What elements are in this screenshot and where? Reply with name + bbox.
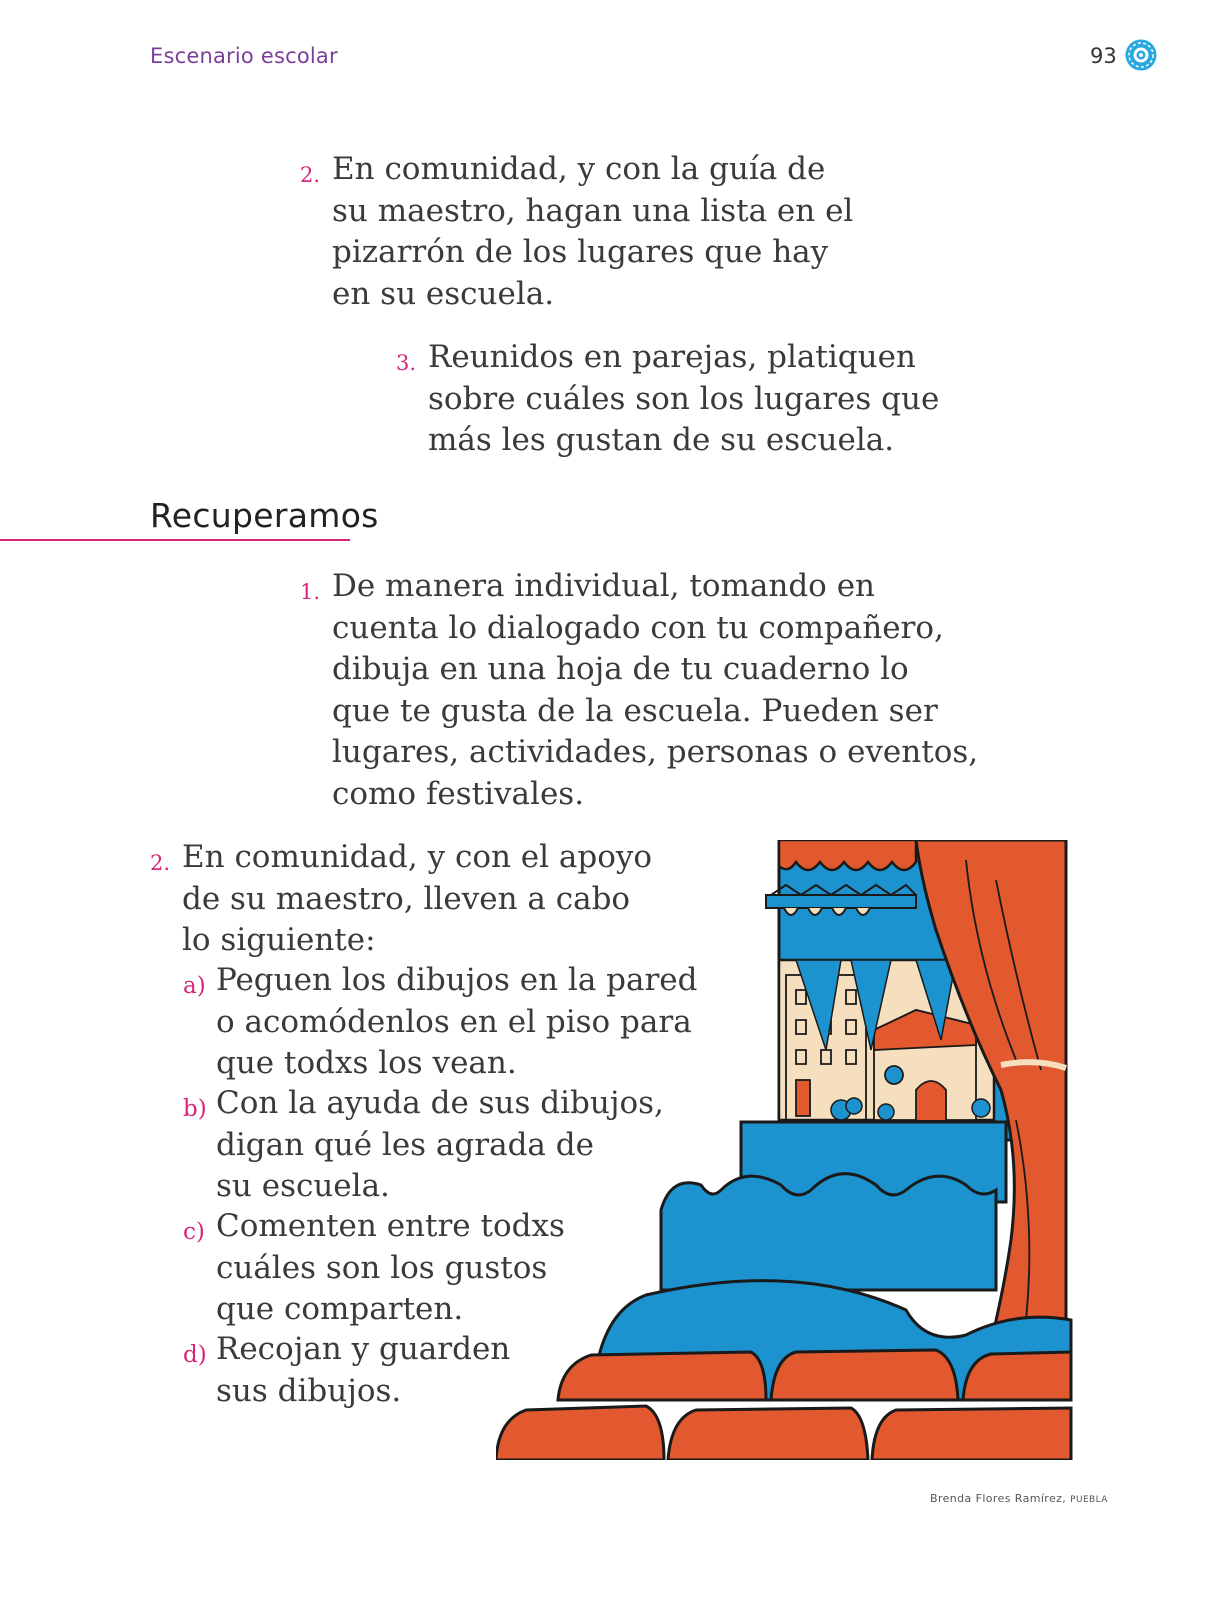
step-number: 1.: [300, 580, 321, 604]
step-1-recover: [300, 566, 979, 815]
step-text-line: cuenta lo dialogado con tu compañero,: [332, 609, 944, 646]
running-head: Escenario escolar: [150, 44, 338, 68]
subitem-text-line: Con la ayuda de sus dibujos,: [216, 1085, 664, 1121]
subitem-letter: d): [183, 1342, 207, 1368]
subitem-text-line: cuáles son los gustos: [216, 1249, 548, 1286]
theater-stage-illustration: [496, 840, 1090, 1460]
illustration-credit: [930, 1492, 1108, 1505]
page-number: 93: [1090, 44, 1117, 68]
step-text-line: sobre cuáles son los lugares que: [428, 380, 940, 417]
step-text-line: más les gustan de su escuela.: [428, 422, 895, 458]
step-number: 2.: [300, 163, 321, 187]
subitem-text-line: su escuela.: [216, 1168, 390, 1204]
subitem-text-line: sus dibujos.: [216, 1372, 402, 1409]
subitem-text-line: o acomódenlos en el piso para: [216, 1003, 692, 1040]
subitem-text-line: que comparten.: [216, 1291, 464, 1327]
step-text-line: en su escuela.: [332, 275, 555, 312]
step-text-line: que te gusta de la escuela. Pueden ser: [332, 692, 938, 729]
section-underline: [0, 539, 350, 541]
step-text-line: su maestro, hagan una lista en el: [332, 192, 854, 229]
credit-place: PUEBLA: [1070, 1495, 1108, 1505]
gear-flower-icon: [1124, 38, 1158, 72]
subitem-text-line: Comenten entre todxs: [216, 1208, 565, 1244]
credit-author: Brenda Flores Ramírez,: [930, 1492, 1067, 1505]
step-text-line: dibuja en una hoja de tu cuaderno lo: [332, 651, 909, 687]
subitem-text-line: que todxs los vean.: [216, 1045, 517, 1081]
step-number: 3.: [396, 351, 417, 375]
seat-row-upper: [661, 1174, 996, 1290]
step-text-line: lo siguiente:: [182, 922, 376, 958]
step-text-line: Reunidos en parejas, platiquen: [428, 339, 916, 375]
subitem-letter: a): [183, 973, 206, 999]
step-3-top: [396, 337, 940, 462]
step-text-line: De manera individual, tomando en: [332, 568, 876, 604]
section-title: Recuperamos: [150, 496, 379, 535]
subitem-d: [183, 1329, 511, 1412]
subitem-letter: b): [183, 1096, 207, 1122]
red-seats: [496, 1350, 1071, 1460]
step-number: 2.: [150, 851, 171, 875]
step-text-line: En comunidad, y con la guía de: [332, 151, 826, 187]
step-text-line: En comunidad, y con el apoyo: [182, 839, 653, 875]
subitem-text-line: digan qué les agrada de: [216, 1126, 594, 1163]
stage-valance: [779, 840, 916, 870]
step-2-top: [300, 149, 854, 315]
step-text-line: de su maestro, lleven a cabo: [182, 880, 631, 917]
step-text-line: pizarrón de los lugares que hay: [332, 234, 829, 270]
subitem-text-line: Recojan y guarden: [216, 1331, 511, 1367]
subitem-letter: c): [183, 1219, 205, 1245]
subitem-text-line: Peguen los dibujos en la pared: [216, 962, 698, 998]
step-text-line: como festivales.: [332, 775, 585, 812]
step-text-line: lugares, actividades, personas o eventos,: [332, 734, 979, 770]
